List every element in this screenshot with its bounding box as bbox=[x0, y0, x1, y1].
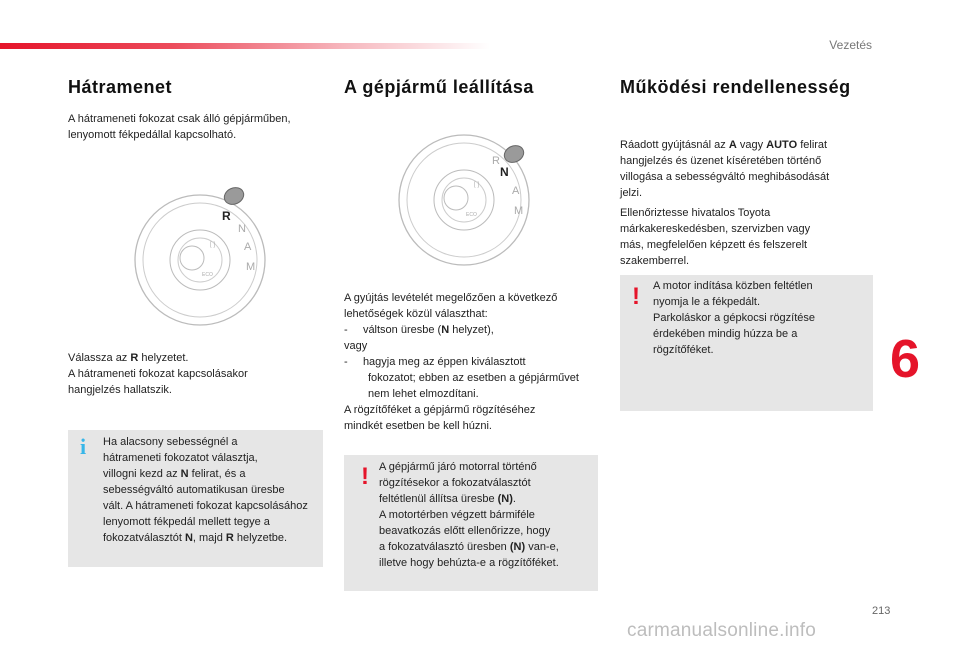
gear-selector-knob-r bbox=[134, 182, 270, 332]
header-accent-bar bbox=[0, 43, 490, 49]
info-icon: i bbox=[80, 434, 87, 459]
svg-text:[ ]: [ ] bbox=[474, 182, 480, 188]
malfunction-p1: Ráadott gyújtásnál az A vagy AUTO felirat hangjelzés és üzenet kíséretében történő villogása a sebességváltó meghibásodását jelzi. bbox=[620, 139, 830, 199]
heading-reverse: Hátramenet bbox=[68, 77, 173, 97]
warning-icon: ! bbox=[361, 463, 369, 490]
knob-letter-n: N bbox=[500, 165, 509, 179]
watermark: carmanualsonline.info bbox=[627, 620, 817, 641]
reverse-intro: A hátrameneti fokozat csak álló gépjárműben, lenyomott fékpedállal kapcsolható. bbox=[68, 113, 291, 141]
warning-text-malfunction: A motor indítása közben feltétlen nyomja le a fékpedált. Parkoláskor a gépkocsi rögzítése érdekében mindig húzza be a rögzítőféket. bbox=[653, 280, 816, 356]
chapter-number: 6 bbox=[890, 329, 921, 389]
warning-box-stopping bbox=[344, 455, 598, 591]
reverse-step: Válassza az R helyzetet. A hátrameneti fokozat kapcsolásakor hangjelzés hallatszik. bbox=[68, 352, 248, 396]
heading-stopping: A gépjármű leállítása bbox=[344, 77, 534, 97]
knob-letter-r: R bbox=[492, 155, 500, 167]
knob-letter-m: M bbox=[514, 205, 524, 217]
info-note-text: Ha alacsony sebességnél a hátrameneti fokozatot választja, villogni kezd az N felirat, és a sebességváltó automatikusan üresbe vált. A hátrameneti fokozat kapcsolásához lenyomott fékpedál mellett tegye a fokozatválasztót N, majd R helyzetbe. bbox=[103, 436, 308, 544]
malfunction-p2: Ellenőriztesse hivatalos Toyota márkakereskedésben, szervizben vagy más, megfelelően képzett és felszerelt szakemberrel. bbox=[620, 207, 811, 267]
stopping-body: A gyújtás levételét megelőzően a következő lehetőségek közül választhat: - váltson üresbe (N helyzet), vagy - hagyja meg az éppen kiválasztott fokozatot; ebben az esetben a gépjárművet nem lehet elmozdítani. A rögzítőféket a gépjármű rögzítéséhez mindkét esetben be kell húzni. bbox=[344, 292, 579, 432]
svg-text:ECO: ECO bbox=[466, 212, 477, 218]
section-title: Vezetés bbox=[829, 38, 872, 52]
knob-letter-a: A bbox=[244, 241, 252, 253]
svg-text:ECO: ECO bbox=[202, 272, 213, 278]
warning-icon: ! bbox=[632, 283, 640, 310]
warning-box-malfunction bbox=[620, 275, 873, 411]
warning-text-stopping: A gépjármű járó motorral történő rögzítésekor a fokozatválasztót feltétlenül állítsa üresbe (N). A motortérben végzett bármiféle beavatkozás előtt ellenőrizze, hogy a fokozatválasztó üresben (N) van-e, illetve hogy behúzta-e a rögzítőféket. bbox=[379, 461, 559, 569]
knob-letter-r: R bbox=[222, 209, 231, 223]
gear-selector-knob-n bbox=[396, 124, 536, 274]
page-number: 213 bbox=[872, 605, 891, 617]
knob-letter-m: M bbox=[246, 261, 256, 273]
knob-letter-a: A bbox=[512, 185, 520, 197]
knob-letter-n: N bbox=[238, 223, 246, 235]
svg-text:[ ]: [ ] bbox=[210, 242, 216, 248]
heading-malfunction: Működési rendellenesség bbox=[620, 77, 851, 97]
info-note-box bbox=[68, 430, 323, 567]
